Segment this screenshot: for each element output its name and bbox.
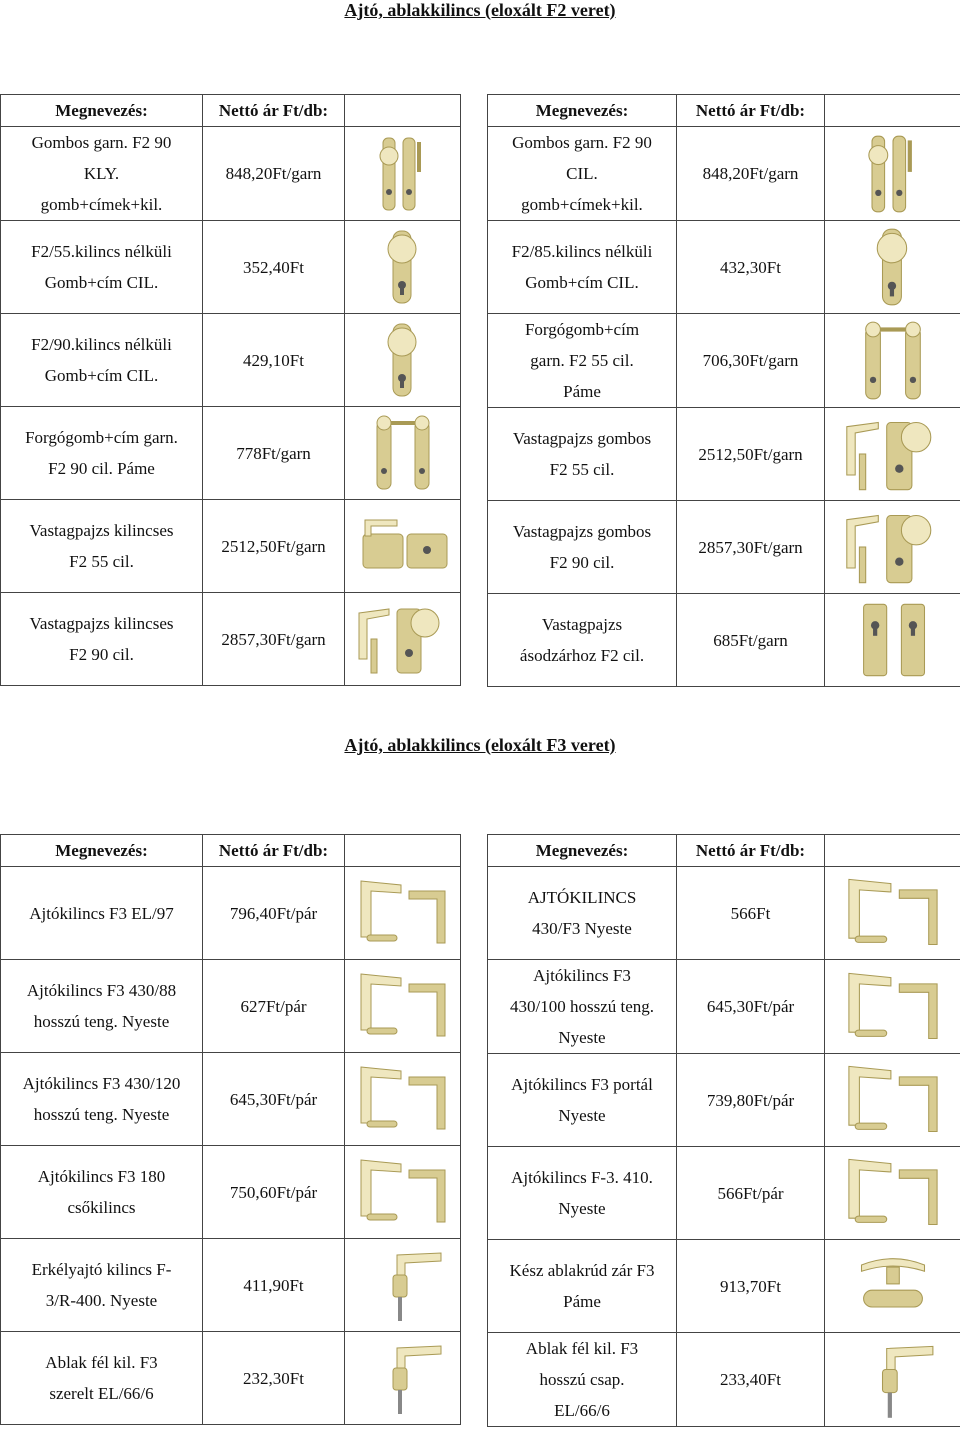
product-image bbox=[345, 1146, 461, 1239]
product-image bbox=[345, 221, 461, 314]
table-row bbox=[1, 407, 461, 500]
table-row bbox=[488, 594, 960, 687]
product-price: 645,30Ft/pár bbox=[677, 960, 825, 1054]
product-name: Ajtókilincs F3 EL/97 bbox=[1, 867, 203, 960]
table-row bbox=[488, 1054, 960, 1147]
product-name: Vastagpajzs kilincses F2 90 cil. bbox=[1, 593, 203, 686]
product-image bbox=[825, 1333, 960, 1427]
product-price: 750,60Ft/pár bbox=[203, 1146, 345, 1239]
lever-knob-kit-icon bbox=[353, 597, 453, 681]
table-header-row bbox=[488, 95, 960, 127]
product-name: Ajtókilincs F3 430/120 hosszú teng. Nyeste bbox=[1, 1053, 203, 1146]
table-row bbox=[1, 1239, 461, 1332]
lever-pair-icon bbox=[838, 965, 948, 1049]
table-row bbox=[1, 1053, 461, 1146]
product-name: Ajtókilincs F-3. 410. Nyeste bbox=[488, 1147, 677, 1240]
knob-plate-icon bbox=[838, 225, 948, 309]
product-name: Vastagpajzs ásodzárhoz F2 cil. bbox=[488, 594, 677, 687]
product-name: Ajtókilincs F3 430/88 hosszú teng. Nyeste bbox=[1, 960, 203, 1053]
product-image bbox=[345, 500, 461, 593]
section-title: Ajtó, ablakkilincs (eloxált F3 veret) bbox=[344, 735, 616, 755]
header-price: Nettó ár Ft/db: bbox=[677, 95, 825, 127]
product-image bbox=[345, 1239, 461, 1332]
knob-set-icon bbox=[838, 132, 948, 216]
header-name: Megnevezés: bbox=[488, 835, 677, 867]
table-row bbox=[488, 408, 960, 501]
product-price: 2512,50Ft/garn bbox=[203, 500, 345, 593]
knob-plate-long-icon bbox=[353, 318, 453, 402]
product-image bbox=[825, 501, 960, 594]
product-image bbox=[825, 408, 960, 501]
header-price: Nettó ár Ft/db: bbox=[203, 95, 345, 127]
product-price: 913,70Ft bbox=[677, 1240, 825, 1333]
product-image bbox=[345, 867, 461, 960]
table-row bbox=[1, 1146, 461, 1239]
product-price: 566Ft/pár bbox=[677, 1147, 825, 1240]
table-row bbox=[1, 960, 461, 1053]
product-name: Ajtókilincs F3 430/100 hosszú teng. Nyeste bbox=[488, 960, 677, 1054]
product-name: F2/90.kilincs nélküli Gomb+cím CIL. bbox=[1, 314, 203, 407]
header-image bbox=[825, 835, 960, 867]
product-name: Gombos garn. F2 90 CIL. gomb+címek+kil. bbox=[488, 127, 677, 221]
product-image bbox=[825, 314, 960, 408]
product-name: AJTÓKILINCS 430/F3 Nyeste bbox=[488, 867, 677, 960]
product-image bbox=[345, 127, 461, 221]
product-price: 2857,30Ft/garn bbox=[677, 501, 825, 594]
lever-pair-icon bbox=[353, 964, 453, 1048]
product-name: Vastagpajzs kilincses F2 55 cil. bbox=[1, 500, 203, 593]
knob-set-icon bbox=[353, 132, 453, 216]
product-image bbox=[825, 867, 960, 960]
product-price: 706,30Ft/garn bbox=[677, 314, 825, 408]
product-price: 848,20Ft/garn bbox=[677, 127, 825, 221]
product-name: Ablak fél kil. F3 szerelt EL/66/6 bbox=[1, 1332, 203, 1425]
table-row bbox=[488, 127, 960, 221]
product-price: 233,40Ft bbox=[677, 1333, 825, 1427]
header-price: Nettó ár Ft/db: bbox=[677, 835, 825, 867]
product-image bbox=[825, 960, 960, 1054]
product-name: Ajtókilincs F3 portál Nyeste bbox=[488, 1054, 677, 1147]
table-row bbox=[1, 867, 461, 960]
product-name: Vastagpajzs gombos F2 90 cil. bbox=[488, 501, 677, 594]
table-row bbox=[1, 593, 461, 686]
knob-plate-icon bbox=[353, 225, 453, 309]
price-table bbox=[487, 94, 960, 687]
table-row bbox=[488, 314, 960, 408]
table-row bbox=[488, 221, 960, 314]
product-image bbox=[825, 127, 960, 221]
product-price: 566Ft bbox=[677, 867, 825, 960]
product-price: 411,90Ft bbox=[203, 1239, 345, 1332]
section-title: Ajtó, ablakkilincs (eloxált F2 veret) bbox=[344, 0, 616, 20]
product-name: Erkélyajtó kilincs F- 3/R-400. Nyeste bbox=[1, 1239, 203, 1332]
lever-pair-icon bbox=[838, 871, 948, 955]
header-image bbox=[345, 835, 461, 867]
product-price: 778Ft/garn bbox=[203, 407, 345, 500]
product-price: 2857,30Ft/garn bbox=[203, 593, 345, 686]
product-price: 848,20Ft/garn bbox=[203, 127, 345, 221]
table-row bbox=[488, 1333, 960, 1427]
lever-pair-icon bbox=[353, 1150, 453, 1234]
product-image bbox=[345, 407, 461, 500]
table-header-row bbox=[1, 835, 461, 867]
product-price: 685Ft/garn bbox=[677, 594, 825, 687]
twin-knob-plates-icon bbox=[838, 319, 948, 403]
product-price: 645,30Ft/pár bbox=[203, 1053, 345, 1146]
lever-pair-icon bbox=[353, 871, 453, 955]
lever-knob-kit-icon bbox=[838, 412, 948, 496]
header-image bbox=[825, 95, 960, 127]
table-header-row bbox=[488, 835, 960, 867]
lever-knob-kit-icon bbox=[838, 505, 948, 589]
product-image bbox=[345, 1053, 461, 1146]
product-image bbox=[825, 1240, 960, 1333]
window-handle-icon bbox=[353, 1336, 453, 1420]
table-row bbox=[1, 127, 461, 221]
table-row bbox=[488, 501, 960, 594]
product-image bbox=[825, 594, 960, 687]
window-handle-icon bbox=[353, 1243, 453, 1327]
table-row bbox=[488, 1240, 960, 1333]
product-image bbox=[825, 1054, 960, 1147]
product-name: F2/55.kilincs nélküli Gomb+cím CIL. bbox=[1, 221, 203, 314]
product-name: Gombos garn. F2 90 KLY. gomb+címek+kil. bbox=[1, 127, 203, 221]
table-row bbox=[488, 867, 960, 960]
price-table bbox=[487, 834, 960, 1427]
window-handle-icon bbox=[838, 1338, 948, 1422]
price-table bbox=[0, 94, 461, 686]
product-price: 432,30Ft bbox=[677, 221, 825, 314]
table-row bbox=[1, 221, 461, 314]
product-price: 352,40Ft bbox=[203, 221, 345, 314]
table-row bbox=[1, 500, 461, 593]
product-price: 627Ft/pár bbox=[203, 960, 345, 1053]
table-row bbox=[1, 314, 461, 407]
window-rod-knob-icon bbox=[838, 1244, 948, 1328]
product-price: 796,40Ft/pár bbox=[203, 867, 345, 960]
product-price: 2512,50Ft/garn bbox=[677, 408, 825, 501]
product-name: Forgógomb+cím garn. F2 90 cil. Páme bbox=[1, 407, 203, 500]
header-name: Megnevezés: bbox=[1, 835, 203, 867]
product-name: Ajtókilincs F3 180 csőkilincs bbox=[1, 1146, 203, 1239]
product-price: 739,80Ft/pár bbox=[677, 1054, 825, 1147]
table-row bbox=[1, 1332, 461, 1425]
price-table bbox=[0, 834, 461, 1425]
table-header-row bbox=[1, 95, 461, 127]
product-name: Ablak fél kil. F3 hosszú csap. EL/66/6 bbox=[488, 1333, 677, 1427]
product-name: F2/85.kilincs nélküli Gomb+cím CIL. bbox=[488, 221, 677, 314]
product-image bbox=[345, 314, 461, 407]
product-image bbox=[825, 221, 960, 314]
header-price: Nettó ár Ft/db: bbox=[203, 835, 345, 867]
product-name: Forgógomb+cím garn. F2 55 cil. Páme bbox=[488, 314, 677, 408]
product-image bbox=[345, 1332, 461, 1425]
lever-short-plates-icon bbox=[353, 504, 453, 588]
product-image bbox=[345, 593, 461, 686]
product-image bbox=[345, 960, 461, 1053]
header-name: Megnevezés: bbox=[1, 95, 203, 127]
table-row bbox=[488, 960, 960, 1054]
product-price: 429,10Ft bbox=[203, 314, 345, 407]
header-name: Megnevezés: bbox=[488, 95, 677, 127]
product-name: Vastagpajzs gombos F2 55 cil. bbox=[488, 408, 677, 501]
table-row bbox=[488, 1147, 960, 1240]
escutcheon-plates-icon bbox=[838, 598, 948, 682]
product-image bbox=[825, 1147, 960, 1240]
header-image bbox=[345, 95, 461, 127]
lever-pair-icon bbox=[838, 1058, 948, 1142]
twin-knob-plates-icon bbox=[353, 411, 453, 495]
lever-pair-icon bbox=[838, 1151, 948, 1235]
lever-pair-icon bbox=[353, 1057, 453, 1141]
product-price: 232,30Ft bbox=[203, 1332, 345, 1425]
product-name: Kész ablakrúd zár F3 Páme bbox=[488, 1240, 677, 1333]
